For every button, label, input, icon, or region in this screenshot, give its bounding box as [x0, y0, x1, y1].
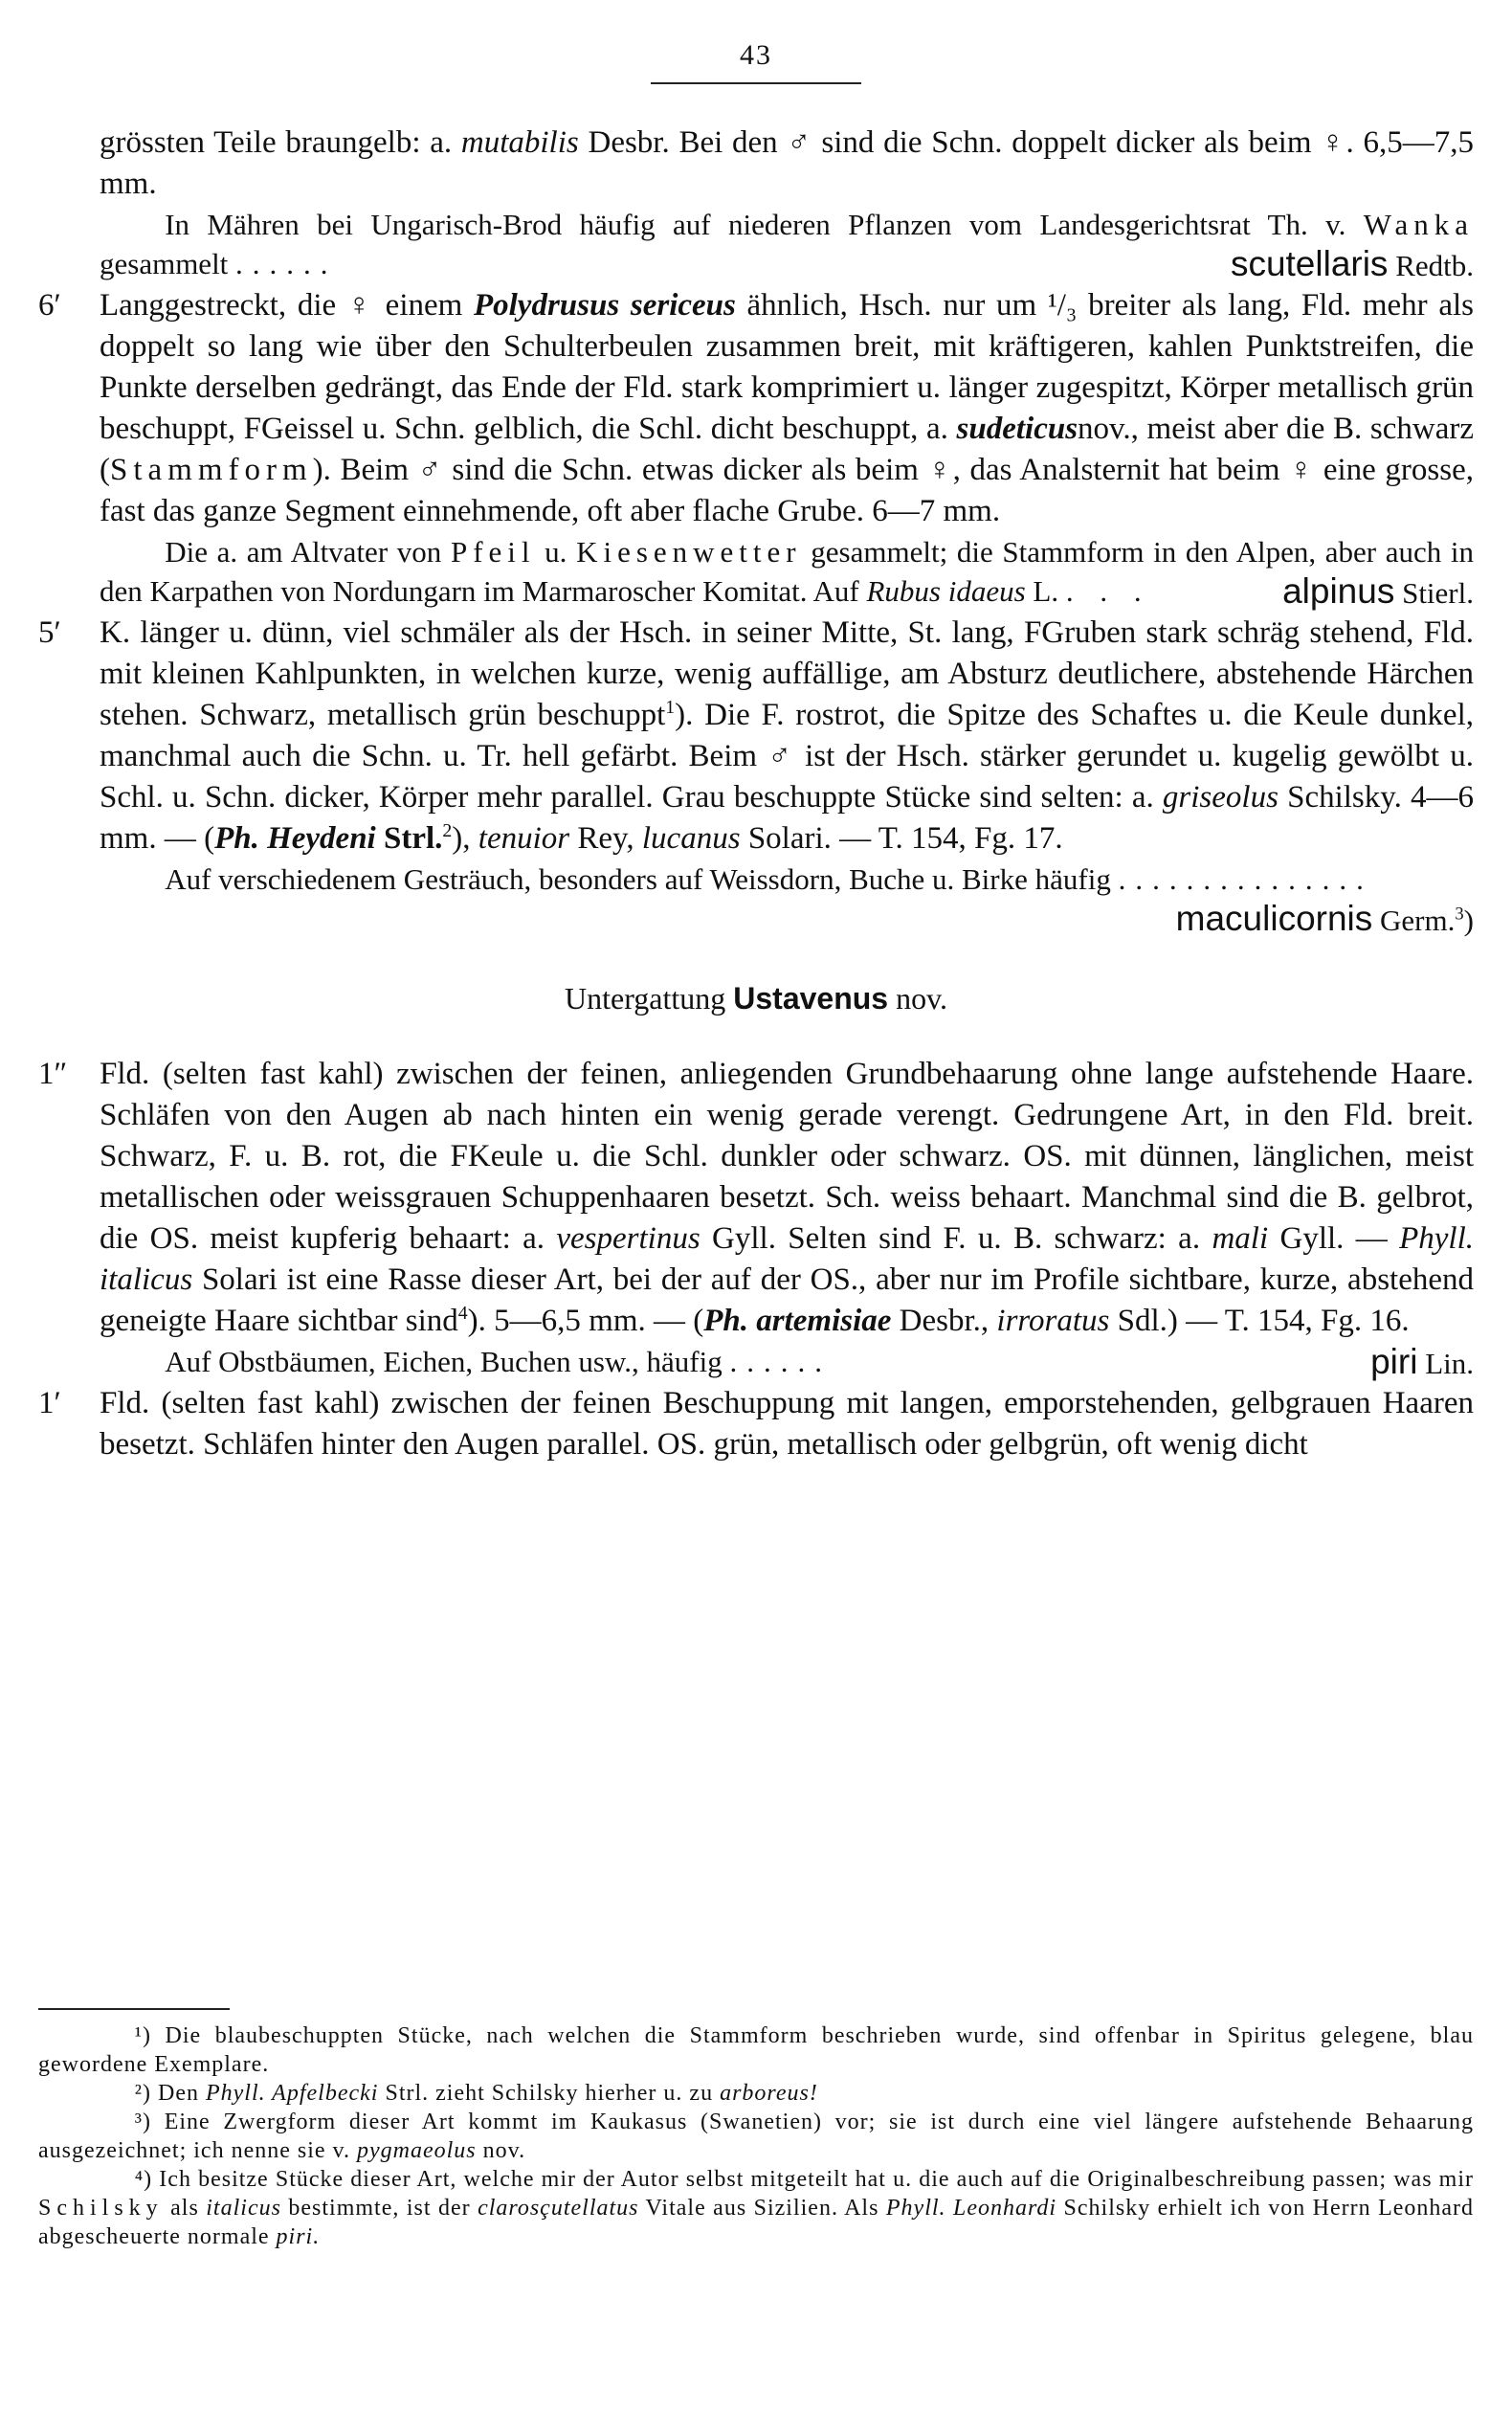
main-text	[38, 123, 1474, 1465]
footnote-4	[38, 2165, 1474, 2251]
text-run: Fld. (selten fast kahl) zwischen der feinen Beschuppung mit langen, emporstehenden, gelbgrauen Haaren besetzt. Schläfen hinter den Augen parallel. OS. grün, metallisch oder gelbgrün, oft wenig dicht	[100, 1386, 1474, 1462]
text-run: )	[1463, 904, 1474, 937]
leader-dots: ......	[235, 247, 338, 280]
text-run: Den	[157, 2081, 199, 2106]
footnote-number: ²)	[134, 2081, 151, 2106]
taxon-italic: italicus	[206, 2196, 281, 2221]
subgenus-heading	[38, 940, 1474, 1054]
collector-name: Wanka	[1363, 208, 1474, 241]
text-run: nov.	[482, 2138, 526, 2163]
text-run: K. länger u. dünn, viel schmäler als der Hsch. in seiner Mitte, St. lang, FGruben stark schräg stehend, Fld. mit kleinen Kahlpunkten, in welchen kurze, wenig auffällige, am Absturz deutlichere, abstehende Härchen stehen. Schwarz, metallisch grün beschuppt	[100, 615, 1474, 732]
author-name: Schilsky	[38, 2196, 164, 2221]
text-run: ähnlich, Hsch. nur um ¹/₃ breiter als lang, Fld. mehr als doppelt so lang wie über den Schulterbeulen zusammen breit, mit kräftigeren, kahlen Punktstreifen, die Punkte derselben gedrängt, das Ende der Fld. stark komprimiert u. länger zugespitzt, Körper metallisch grün beschuppt, FGeissel u. Schn. gelblich, die Schl. dicht beschuppt, a.	[100, 288, 1474, 446]
text-run: Auf verschiedenem Gesträuch, besonders auf Weissdorn, Buche u. Birke häufig	[165, 862, 1111, 896]
page-number: 43	[740, 39, 772, 71]
text-run: Solari. — T. 154, Fg. 17.	[747, 821, 1063, 856]
text-run: Die a. am Altvater von	[165, 535, 442, 569]
footnote-ref: 4	[457, 1303, 468, 1324]
text-run: Ich besitze Stücke dieser Art, welche mir der Autor selbst mitgeteilt hat u. die auch auf die Originalbeschreibung passen; was mir	[159, 2167, 1475, 2192]
collector-name: Kiesenwetter	[576, 535, 802, 569]
footnote-ref: 2	[442, 820, 453, 841]
leader-dots: ...............	[1118, 862, 1373, 896]
text-run: bestimmte, ist der	[288, 2196, 471, 2221]
species-author: Stierl.	[1402, 576, 1474, 610]
footnote-rule	[38, 2008, 230, 2010]
text-run: ),	[452, 821, 471, 856]
taxon-italic: Phyll. Leonhardi	[885, 2196, 1057, 2221]
footnote-number: ⁴)	[134, 2167, 153, 2192]
footnote-2	[38, 2079, 1474, 2108]
paragraph-maculicornis-locality	[38, 860, 1474, 940]
couplet-marker: 1′	[38, 1386, 61, 1420]
taxon-italic: sudeticus	[956, 412, 1078, 446]
taxon-italic: Ph. artemisiae	[703, 1304, 892, 1338]
taxon-italic: vespertinus	[556, 1221, 700, 1256]
text-run: Rey,	[577, 821, 634, 856]
text-run: Desbr.,	[899, 1304, 989, 1338]
taxon-italic: Rubus idaeus	[866, 574, 1026, 608]
taxon-italic: arboreus!	[720, 2081, 818, 2106]
taxon-italic: griseolus	[1162, 780, 1279, 815]
page-number-rule	[651, 82, 861, 84]
text-run: gesammelt; die Stammform in den Alpen, aber auch in den Karpathen von Nordungarn im Marmaroscher Komitat. Auf	[100, 535, 1475, 608]
species-author: Lin.	[1425, 1347, 1474, 1380]
species-name: piri	[1370, 1342, 1418, 1381]
text-run: Langgestreckt, die ♀ einem	[100, 288, 463, 323]
taxon-italic: pygmaeolus	[356, 2138, 477, 2163]
text-run: Strl. zieht Schilsky hierher u. zu	[385, 2081, 714, 2106]
species-author: Redtb.	[1395, 249, 1474, 282]
text-run: Sdl.) — T. 154, Fg. 16.	[1117, 1304, 1410, 1338]
paragraph-piri-locality	[38, 1342, 1474, 1383]
taxon-italic: mali	[1212, 1221, 1269, 1256]
species-name: alpinus	[1282, 571, 1395, 611]
species-name: scutellaris	[1230, 244, 1389, 283]
text-run: Fld. (selten fast kahl) zwischen der feinen, anliegenden Grundbehaarung ohne lange aufstehende Haare. Schläfen von den Augen ab nach hinten ein wenig gerade verengt. Gedrungene Art, in den Fld. breit. Schwarz, F. u. B. rot, die FKeule u. die Schl. dunkler oder schwarz. OS. mit dünnen, länglichen, meist metallischen oder weissgrauen Schuppenhaaren besetzt. Sch. weiss behaart. Manchmal sind die B. gelbrot, die OS. meist kupferig behaart: a.	[100, 1057, 1474, 1256]
species-author: Germ.	[1380, 904, 1456, 937]
footnote-number: ¹)	[134, 2023, 151, 2048]
footnotes	[38, 2021, 1474, 2251]
text-run: L.	[1033, 574, 1059, 608]
taxon-italic: lucanus	[641, 821, 741, 856]
text-run: Gyll. Selten sind F. u. B. schwarz: a.	[712, 1221, 1201, 1256]
text-run: ). Beim ♂ sind die Schn. etwas dicker als beim ♀, das Analsternit hat beim ♀ eine grosse, fast das ganze Segment einnehmende, oft aber flache Grube. 6—7 mm.	[100, 453, 1474, 528]
text-run: nov., meist aber die B. schwarz (	[100, 412, 1474, 487]
species-name: maculicornis	[1175, 899, 1373, 938]
taxon-italic: Phyll. Apfelbecki	[205, 2081, 379, 2106]
collector-name: Pfeil	[450, 535, 536, 569]
text-run: ). 5—6,5 mm. — (	[467, 1304, 704, 1338]
paragraph-scutellaris-locality	[38, 205, 1474, 285]
taxon-italic: tenuior	[478, 821, 570, 856]
spaced-term: Stammform	[110, 453, 313, 487]
heading-label: Untergattung	[564, 981, 726, 1016]
text-run: Schilsky erhielt ich von Herrn Leonhard abgescheuerte normale	[38, 2196, 1475, 2249]
couplet-5-prime	[38, 613, 1474, 860]
text-run: Gyll. —	[1279, 1221, 1388, 1256]
text-run: Die blaubeschuppten Stücke, nach welchen die Stammform beschrieben wurde, sind offenbar in Spiritus gelegene, blau gewordene Exemplare.	[38, 2023, 1475, 2077]
couplet-1-prime	[38, 1383, 1474, 1465]
leader-dots: ......	[729, 1345, 832, 1378]
couplet-1-double-prime	[38, 1054, 1474, 1342]
text-run: grössten Teile braungelb: a.	[100, 125, 453, 160]
paragraph-alpinus-locality	[38, 532, 1474, 613]
footnote-ref: 3	[1455, 904, 1464, 925]
text-run: Auf Obstbäumen, Eichen, Buchen usw., häufig	[165, 1345, 723, 1378]
footnote-3	[38, 2108, 1474, 2165]
text-run: gesammelt	[100, 247, 229, 280]
couplet-marker: 1″	[38, 1057, 68, 1091]
text-run: ). Die F. rostrot, die Spitze des Schaftes u. die Keule dunkel, manchmal auch die Schn. u. Tr. hell gefärbt. Beim ♂ ist der Hsch. stärker gerundet u. kugelig gewölbt u. Schl. u. Schn. dicker, Körper mehr parallel. Grau beschuppte Stücke sind selten: a.	[100, 698, 1475, 815]
footnote-ref: 1	[665, 697, 676, 718]
couplet-marker: 6′	[38, 288, 61, 323]
taxon-italic: Polydrusus sericeus	[473, 288, 736, 323]
subgenus-name: Ustavenus	[733, 981, 889, 1016]
text-run: u.	[545, 535, 567, 569]
taxon-italic: Ph. Heydeni	[214, 821, 376, 856]
footnote-number: ³)	[134, 2110, 151, 2134]
taxon-italic: mutabilis	[460, 125, 579, 160]
text-run: Desbr. Bei den ♂ sind die Schn. doppelt dicker als beim ♀. 6,5—7,5 mm.	[100, 125, 1474, 201]
text-run: Strl.	[383, 821, 443, 856]
text-run: Schilsky. 4—6 mm. — (	[100, 780, 1475, 856]
text-run: Vitale aus Sizilien. Als	[645, 2196, 879, 2221]
taxon-italic: piri.	[276, 2224, 321, 2249]
taxon-italic: irroratus	[996, 1304, 1110, 1338]
leader-dots: . . .	[1065, 574, 1151, 608]
paragraph-mutabilis	[38, 123, 1474, 205]
heading-suffix: nov.	[896, 981, 948, 1016]
taxon-italic: Phyll. italicus	[100, 1221, 1475, 1297]
footnote-1	[38, 2021, 1474, 2079]
couplet-marker: 5′	[38, 615, 61, 650]
text-run: In Mähren bei Ungarisch-Brod häufig auf niederen Pflanzen vom Landesgerichtsrat Th. v.	[165, 208, 1346, 241]
text-run: Eine Zwergform dieser Art kommt im Kaukasus (Swanetien) vor; sie ist durch eine viel längere aufstehende Behaarung ausgezeichnet; ich nenne sie v.	[38, 2110, 1474, 2163]
taxon-italic: clarosçutellatus	[478, 2196, 639, 2221]
text-run: als	[170, 2196, 199, 2221]
couplet-6-prime	[38, 285, 1474, 532]
text-run: Solari ist eine Rasse dieser Art, bei der auf der OS., aber nur im Profile sichtbare, kurze, abstehend geneigte Haare sichtbar sind	[100, 1262, 1474, 1338]
